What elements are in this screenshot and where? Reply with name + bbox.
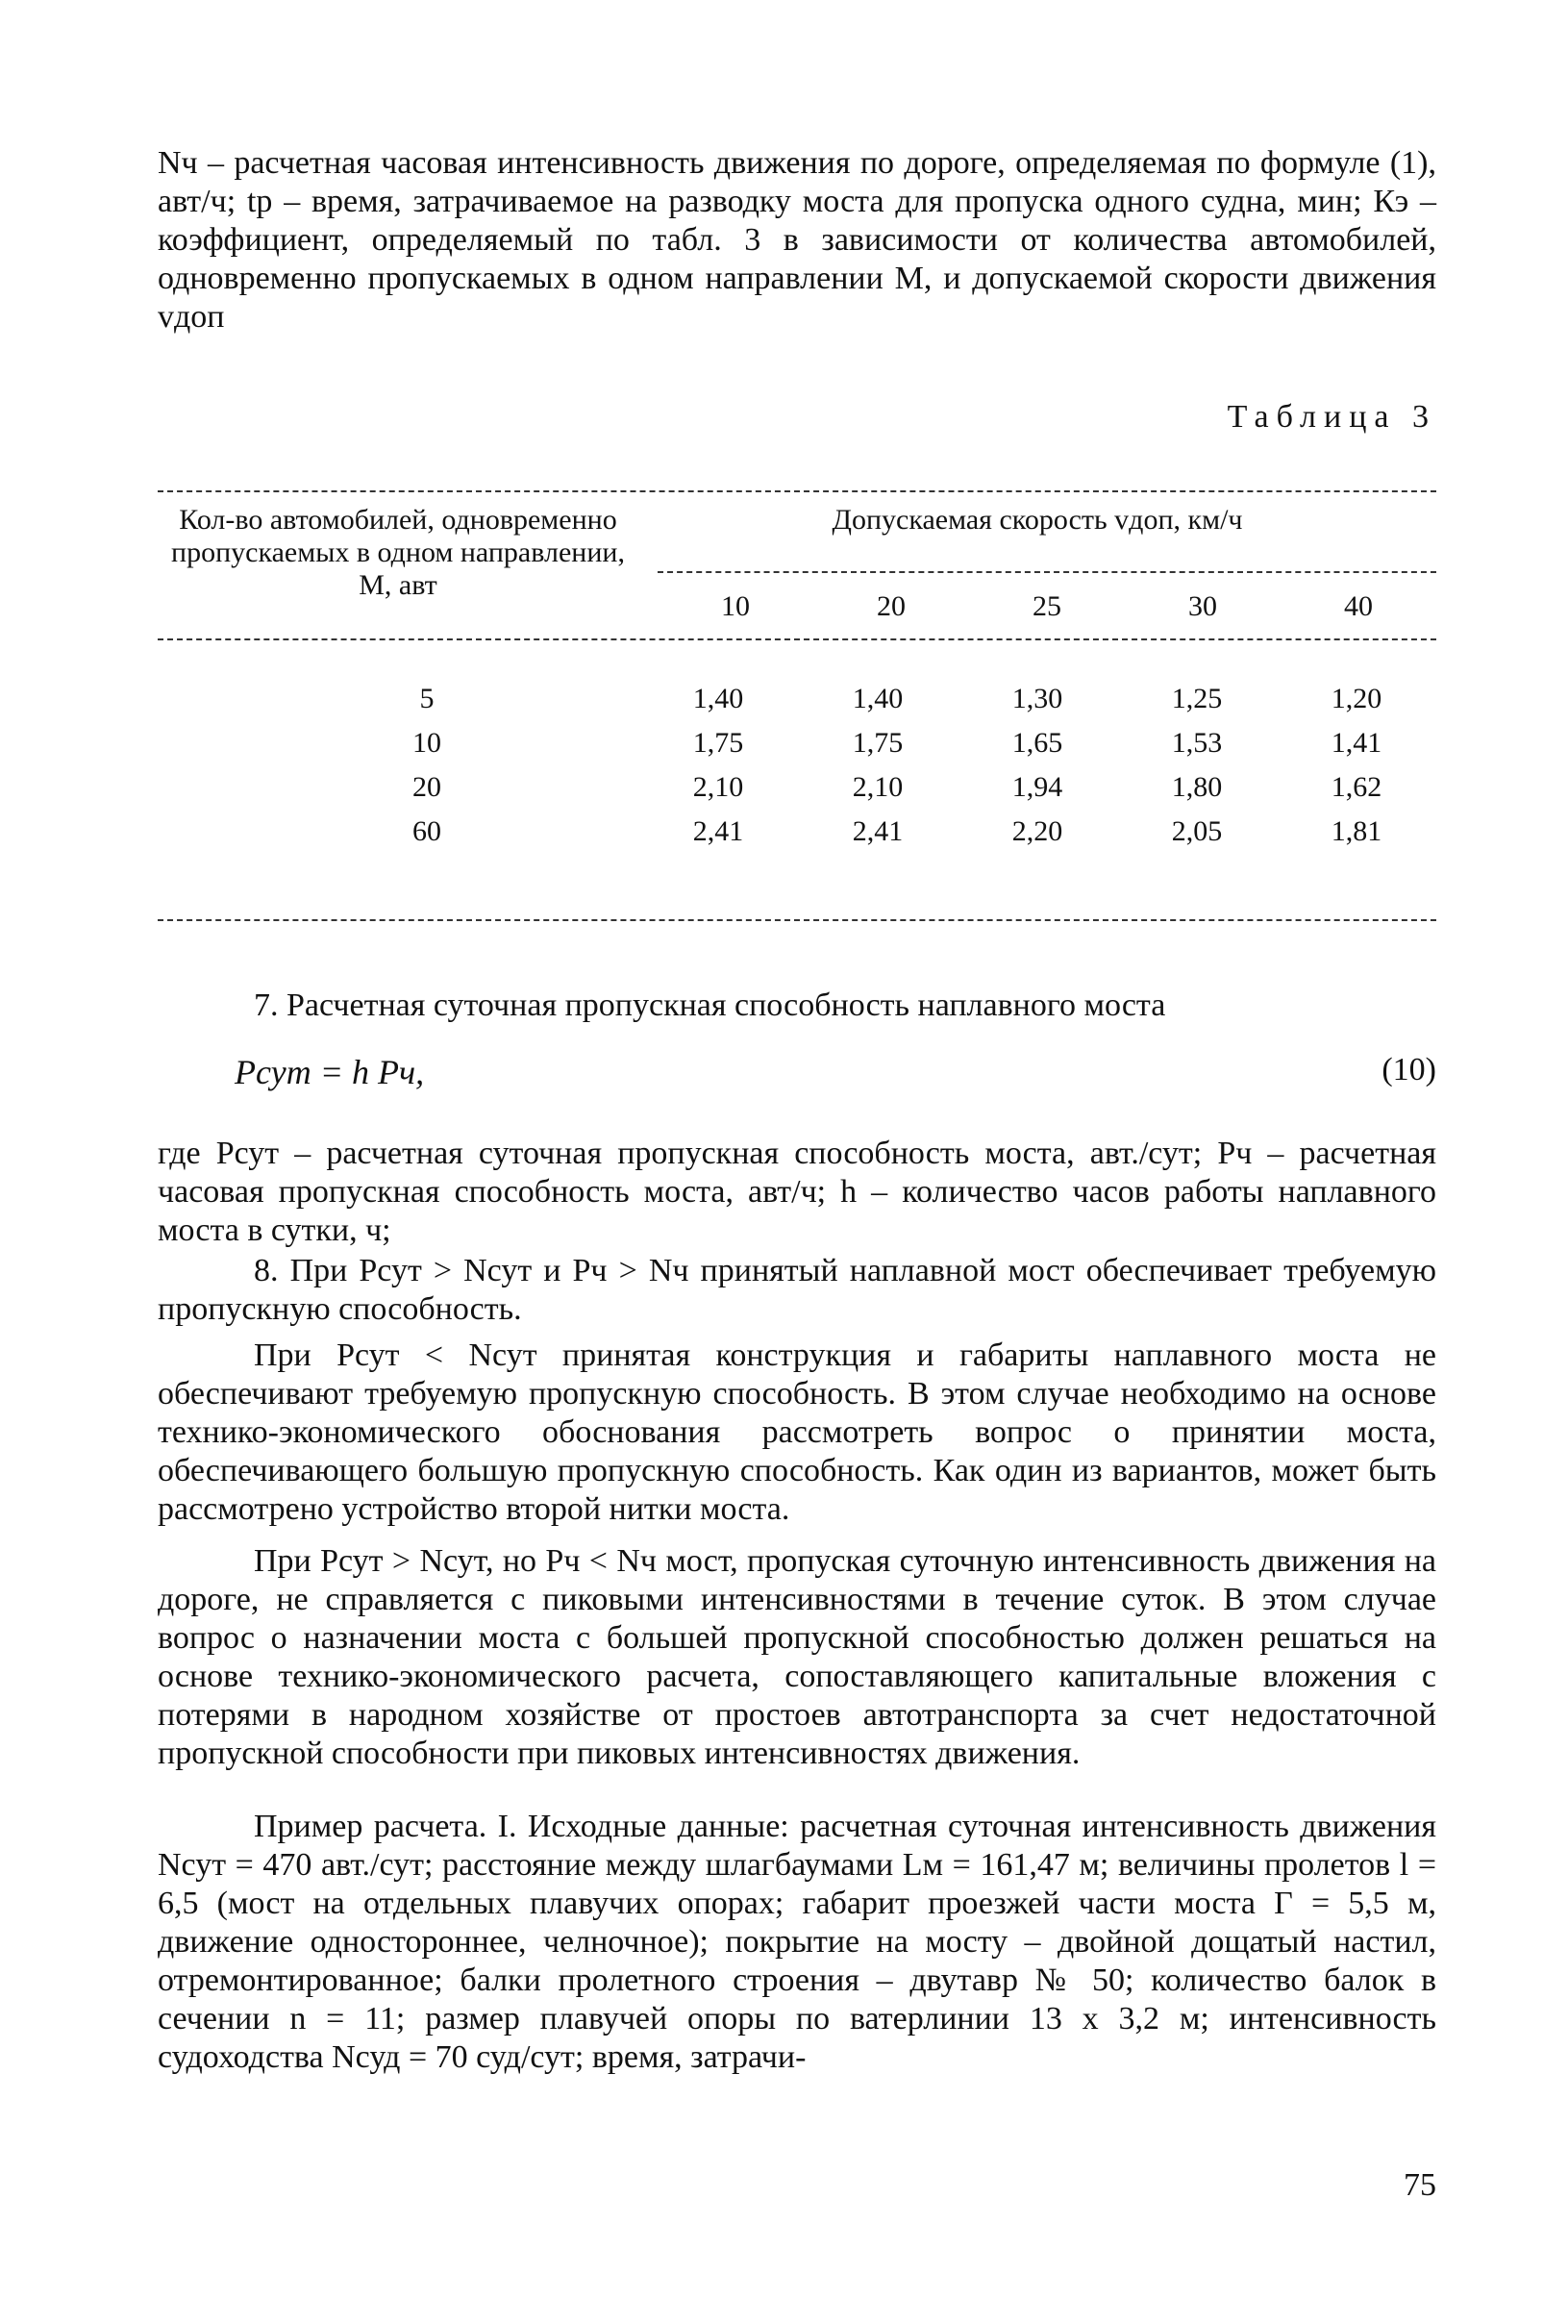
cell-value: 1,65 bbox=[1011, 727, 1063, 759]
table-header-subrule bbox=[658, 571, 1436, 573]
cell-value: 1,40 bbox=[852, 683, 904, 714]
cell-value: 1,75 bbox=[692, 727, 744, 759]
speed-header: 25 bbox=[1033, 590, 1061, 622]
where-paragraph bbox=[158, 1135, 1436, 1250]
cell-value: 1,75 bbox=[852, 727, 904, 759]
speed-header: 30 bbox=[1188, 590, 1217, 622]
cell-value: 1,81 bbox=[1331, 815, 1382, 847]
insufficient-capacity-paragraph bbox=[158, 1337, 1436, 1529]
section-7-heading bbox=[158, 987, 1436, 1025]
cell-value: 1,30 bbox=[1011, 683, 1063, 714]
page-number: 75 bbox=[1404, 2167, 1436, 2203]
cell-count: 10 bbox=[412, 727, 441, 759]
formula-10: Рсут = h Рч, bbox=[235, 1053, 425, 1091]
peak-capacity-paragraph bbox=[158, 1542, 1436, 1773]
intro-paragraph bbox=[158, 144, 1436, 337]
cell-value: 1,80 bbox=[1171, 771, 1223, 803]
formula-number: (10) bbox=[1381, 1052, 1436, 1087]
insufficient-capacity-text: При Рсут < Nсут принятая конструкция и габариты наплавного моста не обеспечивают требуемую пропускную способность. В этом случае необходимо на основе технико-экономического обоснования рассмотреть вопрос о принятии моста, обеспечивающего большую пропускную способность. Как один из вариантов, может быть рассмотрено устройство второй нитки моста. bbox=[158, 1337, 1436, 1527]
example-paragraph bbox=[158, 1808, 1436, 2077]
table-row bbox=[158, 765, 1436, 810]
table-header-count: Кол-во автомобилей, одновременно пропускаемых в одном направлении, М, авт bbox=[171, 504, 625, 601]
table-header-rule bbox=[158, 638, 1436, 640]
cell-value: 1,41 bbox=[1331, 727, 1382, 759]
cell-count: 5 bbox=[419, 683, 435, 714]
speed-header: 20 bbox=[877, 590, 906, 622]
cell-value: 1,20 bbox=[1331, 683, 1382, 714]
cell-value: 1,94 bbox=[1011, 771, 1063, 803]
section-8-text: 8. При Рсут > Nсут и Рч > Nч принятый наплавной мост обеспечивает требуемую пропускную способность. bbox=[158, 1253, 1436, 1327]
section-8-paragraph bbox=[158, 1252, 1436, 1329]
table-speed-headers bbox=[658, 590, 1436, 623]
table-row bbox=[158, 810, 1436, 854]
table-top-rule bbox=[158, 490, 1436, 492]
where-text: где Рсут – расчетная суточная пропускная способность моста, авт./сут; Рч – расчетная часовая пропускная способность моста, авт/ч; h – количество часов работы наплавного моста в сутки, ч; bbox=[158, 1136, 1436, 1248]
example-text: Пример расчета. I. Исходные данные: расчетная суточная интенсивность движения Nсут = 470 авт./сут; расстояние между шлагбаумами Lм = 161,47 м; величины пролетов l = 6,5 (мост на отдельных плавучих опорах; габарит проезжей части моста Г = 5,5 м, движение одностороннее, челночное); покрытие на мосту – двойной дощатый настил, отремонтированное; балки пролетного строения – двутавр № 50; количество балок в сечении n = 11; размер плавучей опоры по ватерлинии 13 х 3,2 м; интенсивность судоходства Nсуд = 70 суд/сут; время, затрачи- bbox=[158, 1809, 1436, 2075]
section-7-text: 7. Расчетная суточная пропускная способность наплавного моста bbox=[254, 987, 1166, 1023]
table-bottom-rule bbox=[158, 919, 1436, 921]
cell-value: 2,10 bbox=[852, 771, 904, 803]
cell-value: 1,25 bbox=[1171, 683, 1223, 714]
cell-value: 1,53 bbox=[1171, 727, 1223, 759]
table-header-speed: Допускаемая скорость vдоп, км/ч bbox=[832, 504, 1243, 536]
cell-value: 1,62 bbox=[1331, 771, 1382, 803]
cell-count: 20 bbox=[412, 771, 441, 803]
cell-value: 2,41 bbox=[692, 815, 744, 847]
table-row bbox=[158, 721, 1436, 765]
cell-value: 2,05 bbox=[1171, 815, 1223, 847]
speed-header: 40 bbox=[1344, 590, 1373, 622]
speed-header: 10 bbox=[721, 590, 750, 622]
intro-text: Nч – расчетная часовая интенсивность движения по дороге, определяемая по формуле (1), авт/ч; tр – время, затрачиваемое на разводку моста для пропуска одного судна, мин; Кэ – коэффициент, определяемый по табл. 3 в зависимости от количества автомобилей, одновременно пропускаемых в одном направлении М, и допускаемой скорости движения vдоп bbox=[158, 145, 1436, 335]
table-caption: Таблица 3 bbox=[1227, 399, 1436, 435]
table-body bbox=[158, 677, 1436, 854]
cell-value: 2,20 bbox=[1011, 815, 1063, 847]
cell-value: 1,40 bbox=[692, 683, 744, 714]
cell-value: 2,10 bbox=[692, 771, 744, 803]
table-row bbox=[158, 677, 1436, 721]
peak-capacity-text: При Рсут > Nсут, но Рч < Nч мост, пропуская суточную интенсивность движения на дороге, не справляется с пиковыми интенсивностями в течение суток. В этом случае вопрос о назначении моста с большей пропускной способностью должен решаться на основе технико-экономического расчета, сопоставляющего капитальные вложения с потерями в народном хозяйстве от простоев автотранспорта за счет недостаточной пропускной способности при пиковых интенсивностях движения. bbox=[158, 1543, 1436, 1771]
cell-value: 2,41 bbox=[852, 815, 904, 847]
cell-count: 60 bbox=[412, 815, 441, 847]
